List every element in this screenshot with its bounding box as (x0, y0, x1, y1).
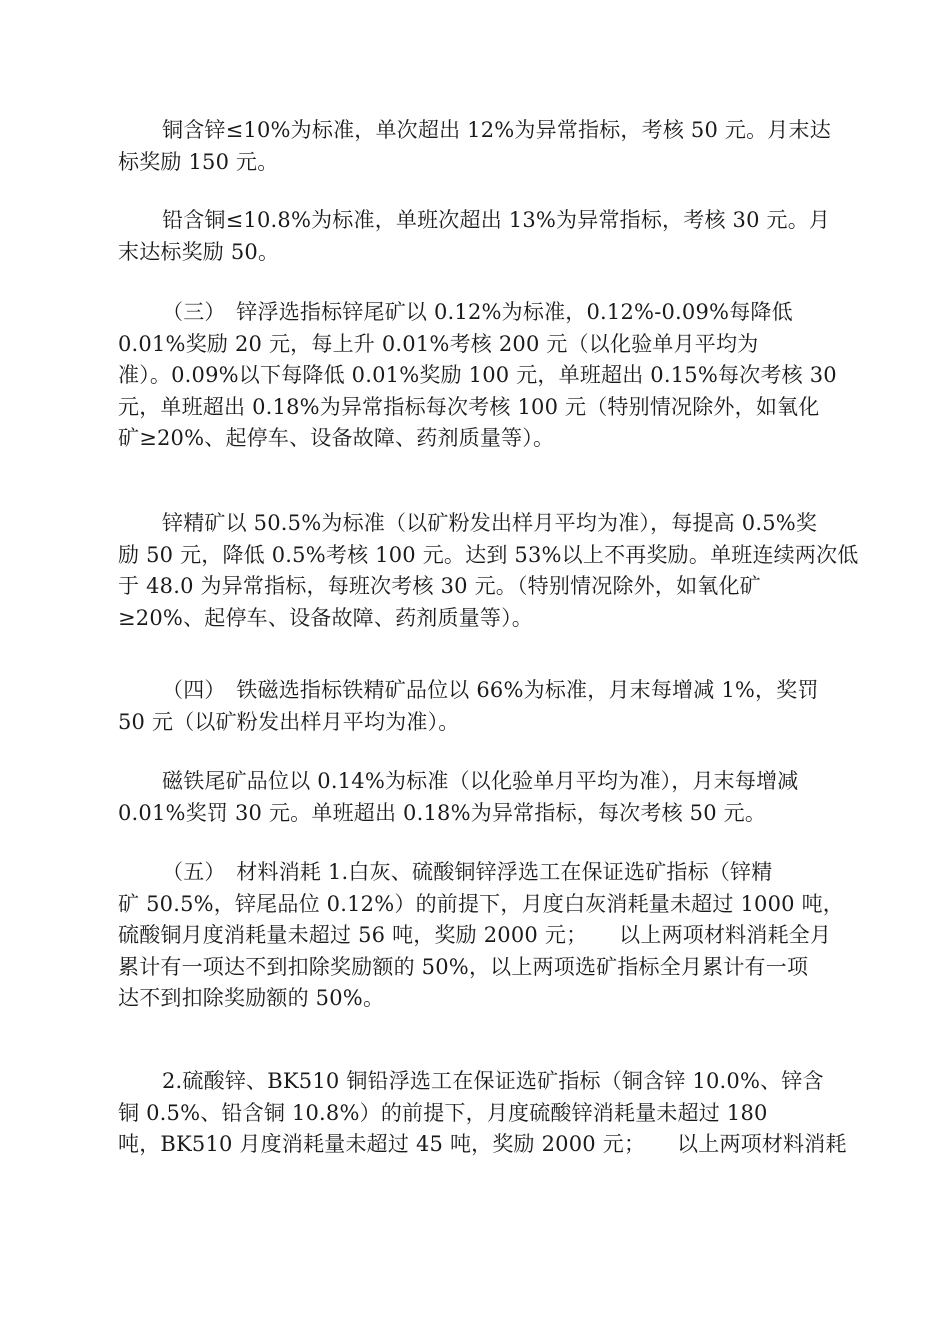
text-line: 硫酸铜月度消耗量未超过 56 吨，奖励 2000 元； 以上两项材料消耗全月 (118, 923, 832, 947)
text-line: 锌精矿以 50.5%为标准（以矿粉发出样月平均为准），每提高 0.5%奖 (162, 511, 818, 535)
text-line: 于 48.0 为异常指标，每班次考核 30 元。（特别情况除外，如氧化矿 (118, 574, 761, 598)
text-line: 末达标奖励 50。 (118, 239, 280, 264)
paragraph-section-five-material-consumption (118, 857, 844, 1015)
paragraph-copy-zinc-standard (118, 115, 838, 178)
text-line: 0.01%奖励 20 元，每上升 0.01%考核 200 元（以化验单月平均为 (118, 331, 759, 356)
paragraph-section-four-iron-magnetic (118, 675, 838, 738)
text-line: 50 元（以矿粉发出样月平均为准）。 (118, 709, 460, 734)
text-line: 标奖励 150 元。 (118, 149, 279, 174)
paragraph-zinc-concentrate (118, 508, 859, 634)
paragraph-lead-copy-standard (118, 205, 838, 268)
text-line: 吨，BK510 月度消耗量未超过 45 吨，奖励 2000 元； 以上两项材料消耗 (118, 1132, 847, 1156)
text-line: 2.硫酸锌、BK510 铜铅浮选工在保证选矿指标（铜含锌 10.0%、锌含 (162, 1069, 824, 1093)
text-line: 铜 0.5%、铅含铜 10.8%）的前提下，月度硫酸锌消耗量未超过 180 (118, 1100, 768, 1125)
text-line: 达不到扣除奖励额的 50%。 (118, 986, 385, 1010)
text-line: 元，单班超出 0.18%为异常指标每次考核 100 元（特别情况除外，如氧化 (118, 394, 820, 419)
text-line: ≥20%、起停车、设备故障、药剂质量等）。 (118, 605, 533, 630)
paragraph-magnetic-tailings (118, 766, 838, 829)
text-line: （三） 锌浮选指标锌尾矿以 0.12%为标准，0.12%-0.09%每降低 (162, 300, 793, 324)
paragraph-zinc-sulfate-bk510 (118, 1066, 847, 1161)
text-line: 铅含铜≤10.8%为标准，单班次超出 13%为异常指标，考核 30 元。月 (162, 208, 831, 232)
text-line: 磁铁尾矿品位以 0.14%为标准（以化验单月平均为准），月末每增减 (162, 769, 799, 793)
text-line: 励 50 元，降低 0.5%考核 100 元。达到 53%以上不再奖励。单班连续两次低 (118, 542, 859, 567)
text-line: 铜含锌≤10%为标准，单次超出 12%为异常指标，考核 50 元。月末达 (162, 118, 831, 142)
text-line: 0.01%奖罚 30 元。单班超出 0.18%为异常指标，每次考核 50 元。 (118, 800, 767, 825)
text-line: 矿≥20%、起停车、设备故障、药剂质量等）。 (118, 426, 555, 450)
paragraph-section-three-zinc-flotation (118, 297, 838, 455)
text-line: 准）。0.09%以下每降低 0.01%奖励 100 元，单班超出 0.15%每次考核 30 (118, 363, 837, 387)
text-line: （四） 铁磁选指标铁精矿品位以 66%为标准，月末每增减 1%，奖罚 (162, 678, 819, 702)
text-line: 矿 50.5%，锌尾品位 0.12%）的前提下，月度白灰消耗量未超过 1000 吨， (118, 891, 844, 916)
text-line: （五） 材料消耗 1.白灰、硫酸铜锌浮选工在保证选矿指标（锌精 (162, 860, 773, 884)
text-line: 累计有一项达不到扣除奖励额的 50%，以上两项选矿指标全月累计有一项 (118, 954, 809, 979)
